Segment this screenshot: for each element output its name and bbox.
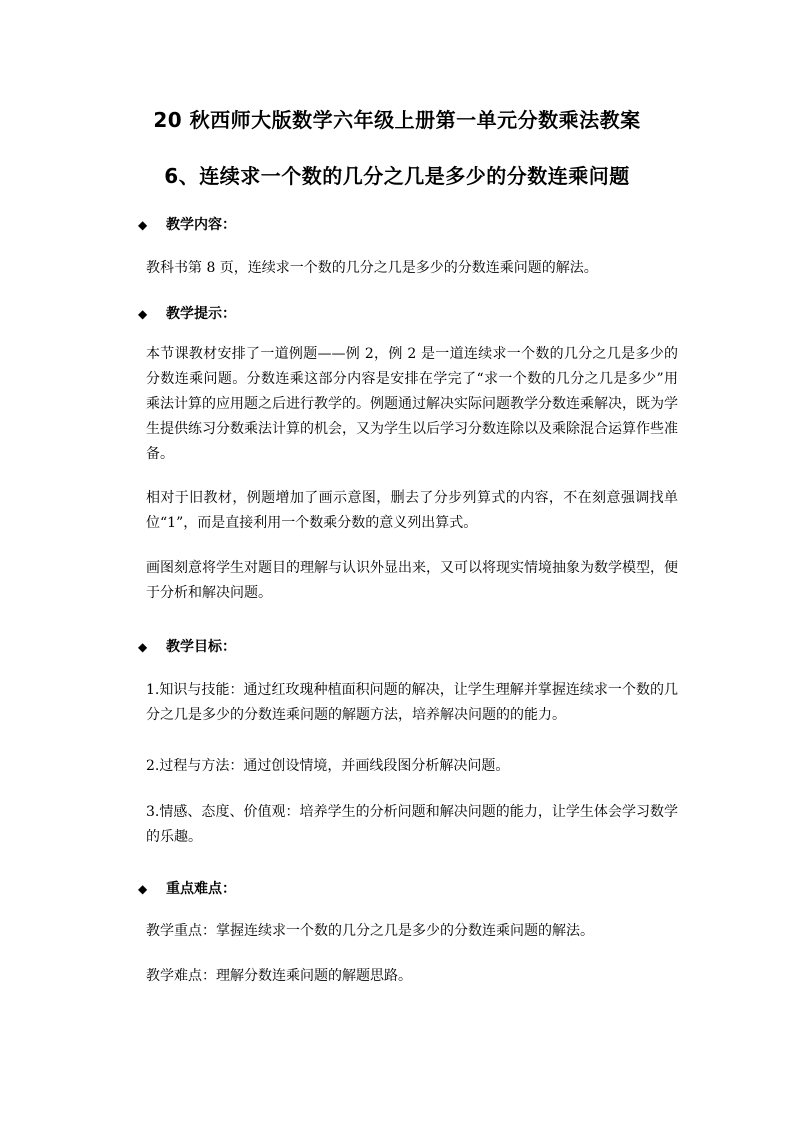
section-heading-content: ◆ 教学内容： [138, 217, 236, 233]
content-paragraph: 教科书第 8 页，连续求一个数的几分之几是多少的分数连乘问题的解法。 [146, 260, 598, 276]
goals-item-3: 3.情感、态度、价值观：培养学生的分析问题和解决问题的能力，让学生体会学习数学的乐趣。 [146, 804, 678, 845]
tips-paragraph-3: 画图刻意将学生对题目的理解与认识外显出来，又可以将现实情境抽象为数学模型，便于分析和解决问题。 [146, 560, 678, 601]
section-heading-goals: ◆ 教学目标： [138, 639, 236, 655]
goals-item-1: 1.知识与技能：通过红玫瑰种植面积问题的解决，让学生理解并掌握连续求一个数的几分之几是多少的分数连乘问题的解题方法，培养解决问题的的能力。 [146, 682, 678, 723]
diamond-bullet-icon: ◆ [138, 640, 148, 654]
goals-item-2: 2.过程与方法：通过创设情境，并画线段图分析解决问题。 [146, 758, 510, 774]
key-point-difficulty: 教学难点：理解分数连乘问题的解题思路。 [146, 968, 412, 984]
tips-paragraph-2: 相对于旧教材，例题增加了画示意图，删去了分步列算式的内容，不在刻意强调找单位“1”，而是直接利用一个数乘分数的意义列出算式。 [146, 490, 678, 531]
section-heading-key-points: ◆ 重点难点： [138, 881, 236, 897]
diamond-bullet-icon: ◆ [138, 882, 148, 896]
document-title: 20 秋西师大版数学六年级上册第一单元分数乘法教案 [153, 108, 641, 132]
section-heading-tips: ◆ 教学提示： [138, 306, 236, 322]
lesson-title: 6、连续求一个数的几分之几是多少的分数连乘问题 [164, 164, 630, 188]
tips-paragraph-1: 本节课教材安排了一道例题——例 2，例 2 是一道连续求一个数的几分之几是多少的分数连乘问题。分数连乘这部分内容是安排在学完了“求一个数的几分之几是多少”用乘法计算的应用题之后进行教学的。例题通过解决实际问题教学分数连乘解决，既为学生提供练习分数乘法计算的机会，又为学生以后学习分数连除以及乘除混合运算作些准备。 [146, 346, 678, 462]
diamond-bullet-icon: ◆ [138, 307, 148, 321]
key-point-focus: 教学重点：掌握连续求一个数的几分之几是多少的分数连乘问题的解法。 [146, 923, 594, 939]
diamond-bullet-icon: ◆ [138, 218, 148, 232]
